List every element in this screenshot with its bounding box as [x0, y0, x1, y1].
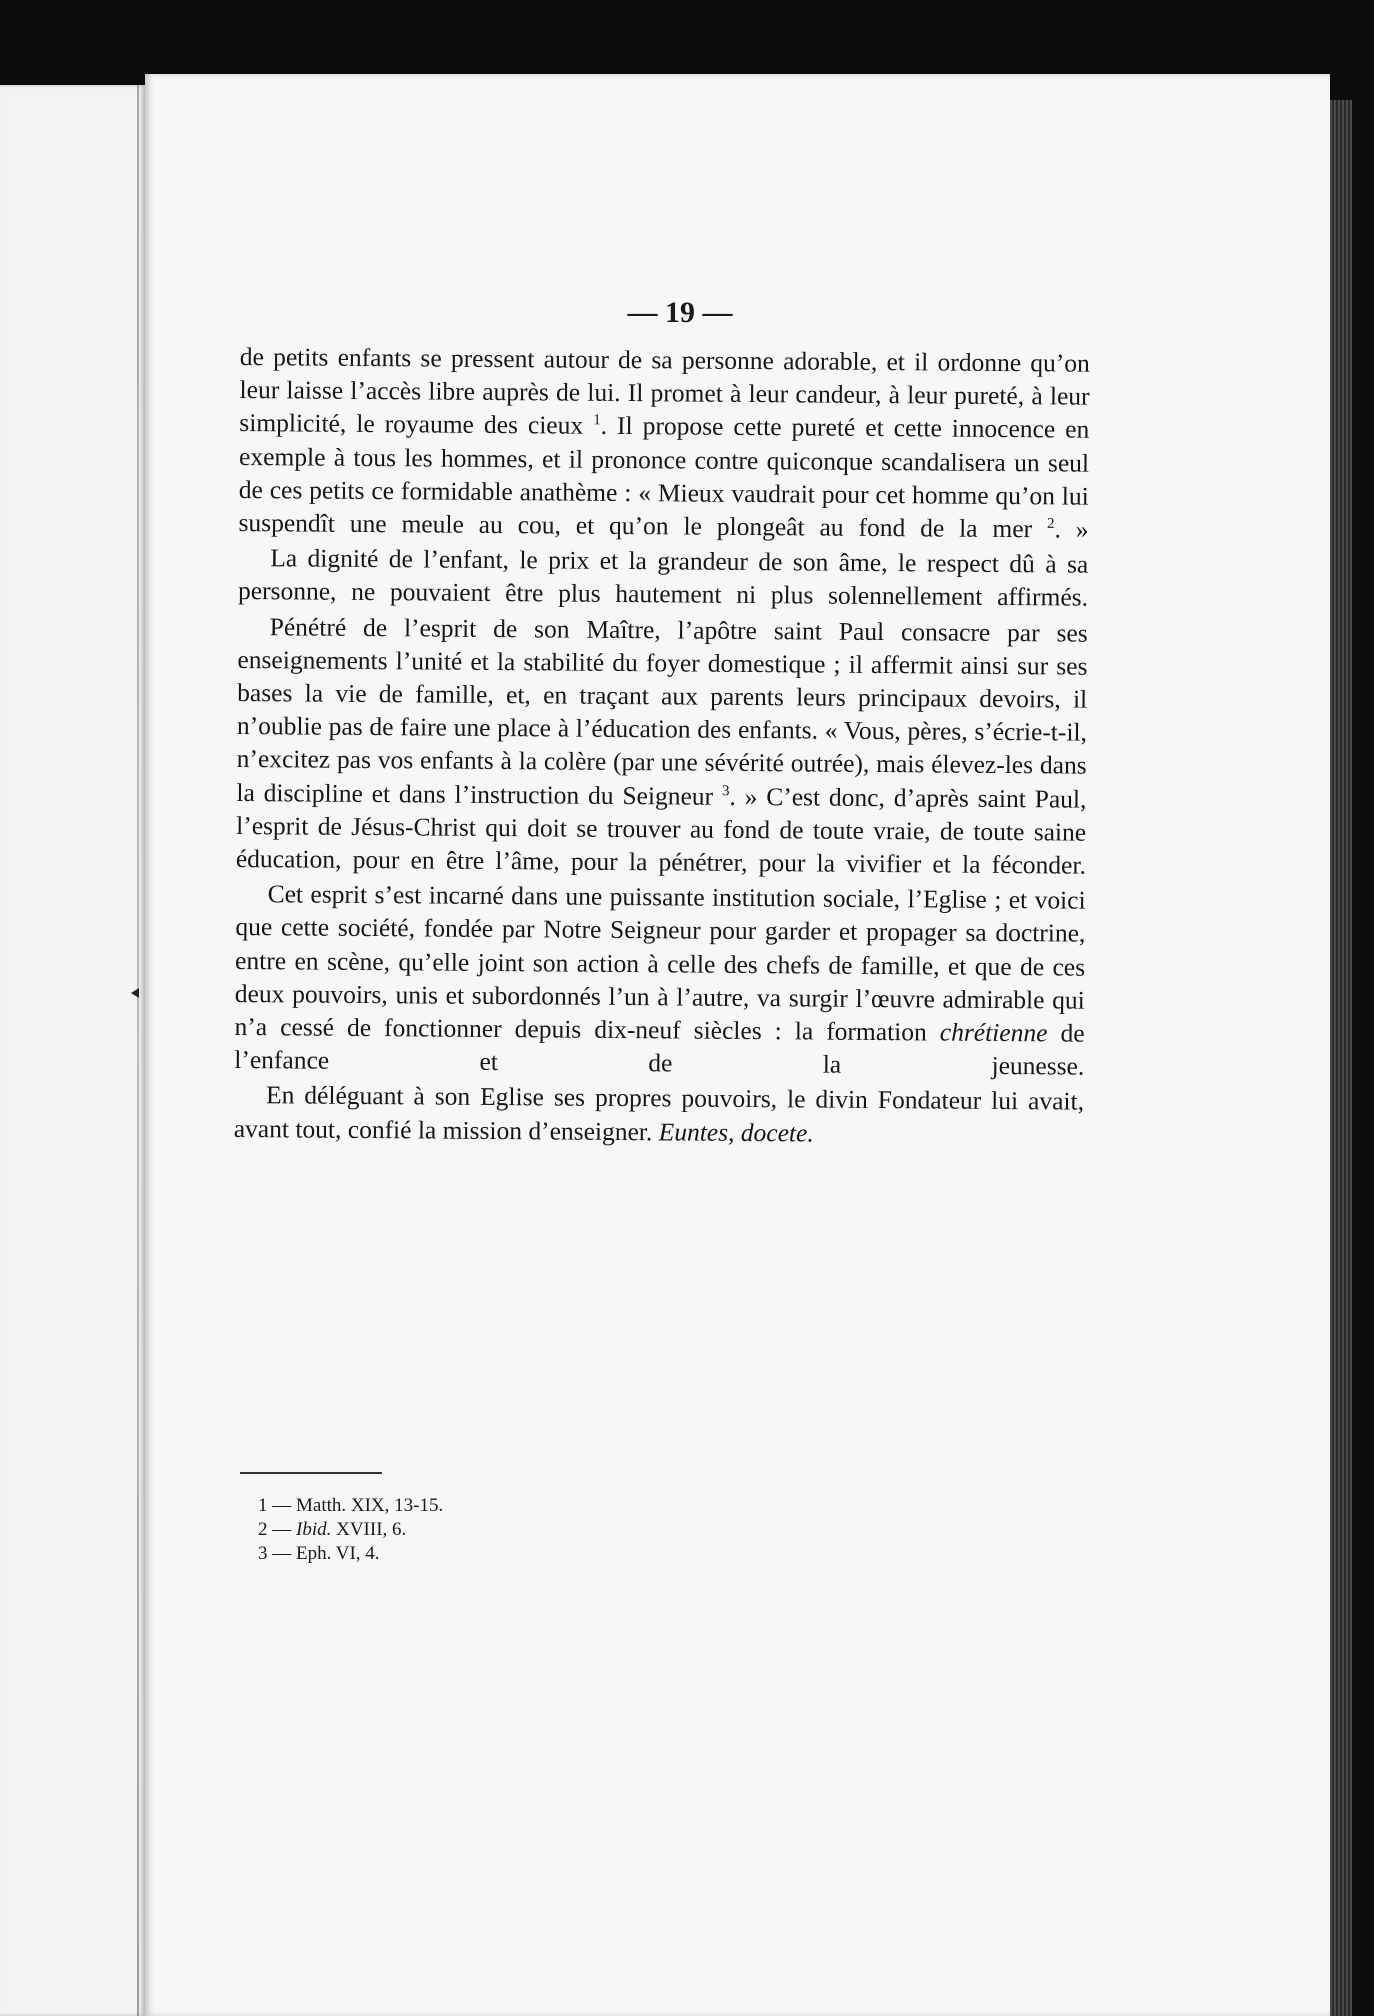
text-run: . Il propose cette pureté et cette innocence en exemple à tous les hommes, et il prononce contre quiconque scandalisera un seul de ces petits ce formidable anathème : « Mieux vaudrait pour cet homme qu’on lui suspendît une meule au cou, et qu’on le plongeât au fond de la mer [238, 411, 1090, 544]
text-run: Cet esprit s’est incarné dans une puissante institution sociale, l’Eglise ; et voici que cette société, fondée par Notre Seigneur pour garder et propager sa doctrine, entre en scène, qu’elle joint son action à celle des chefs de famille, et que de ces deux pouvoirs, unis et subordonnés l’un à l’autre, va surgir l’œuvre admirable qui n’a cessé de fonctionner depuis dix-neuf siècles : la formation [234, 879, 1086, 1047]
italic-text: Euntes, docete. [658, 1116, 814, 1148]
footnote [258, 1518, 443, 1542]
footnote [258, 1494, 443, 1518]
page-gutter [137, 85, 139, 2016]
text-run: . » [1054, 514, 1089, 544]
text-run: de petits enfants se pressent autour de sa personne adorable, et il ordonne qu’on leur laisse l’accès libre auprès de lui. Il promet à leur candeur, à leur pureté, à leur simplicité, le royaume des cieux [239, 341, 1090, 441]
footnote-rule [240, 1472, 382, 1474]
margin-mark [131, 988, 139, 998]
footnote-text: Eph. VI, 4. [296, 1543, 380, 1564]
paragraph [238, 541, 1088, 614]
footnote-number: 2 — [258, 1519, 296, 1540]
italic-text: chrétienne [939, 1017, 1048, 1048]
text-run: La dignité de l’enfant, le prix et la grandeur de son âme, le respect dû à sa personne, ne pouvaient être plus hautement ni plus solennellement affirmés. [237, 543, 1089, 613]
footnotes [258, 1494, 443, 1566]
page-number: — 19 — [627, 296, 733, 329]
text-run: En déléguant à son Eglise ses propres pouvoirs, le divin Fondateur lui avait, avant tout, confié la mission d’enseigner. [233, 1080, 1085, 1146]
paragraph [234, 877, 1086, 1083]
text-run: Pénétré de l’esprit de son Maître, l’apôtre saint Paul consacre par ses enseignements l’unité et la stabilité du foyer domestique ; il affermit ainsi sur ses bases la vie de famille, et, en traçant aux parents leurs principaux devoirs, il n’oublie pas de faire une place à l’éducation des enfants. « Vous, pères, s’écrie-t-il, n’excitez pas vos enfants à la colère (par une sévérité outrée), mais élevez-les dans la discipline et dans l’instruction du Seigneur [236, 611, 1088, 811]
paragraph [238, 340, 1090, 546]
text-run: . » C’est donc, d’après saint Paul, l’esprit de Jésus-Christ qui doit se trouver au fond de toute vraie, de toute saine éducation, pour en être l’âme, pour la pénétrer, pour la vivifier et la féconder. [235, 781, 1087, 880]
book-page-edges [1330, 100, 1352, 2016]
footnote-number: 3 — [258, 1543, 296, 1564]
footnote-text: Matth. XIX, 13-15. [296, 1495, 444, 1516]
footnote-text: XVIII, 6. [331, 1519, 407, 1540]
left-page-edge [0, 85, 145, 2016]
footnote [258, 1542, 443, 1566]
footnote-italic: Ibid. [296, 1519, 332, 1540]
paragraph [234, 1078, 1084, 1151]
footnote-ref: 1 [593, 412, 601, 429]
footnote-ref: 2 [1046, 515, 1055, 532]
footnote-ref: 3 [721, 782, 730, 799]
text-run: de l’enfance et de la jeunesse. [234, 1018, 1085, 1081]
paragraph [236, 610, 1088, 882]
footnote-number: 1 — [258, 1495, 296, 1516]
body-text [234, 340, 1090, 1154]
